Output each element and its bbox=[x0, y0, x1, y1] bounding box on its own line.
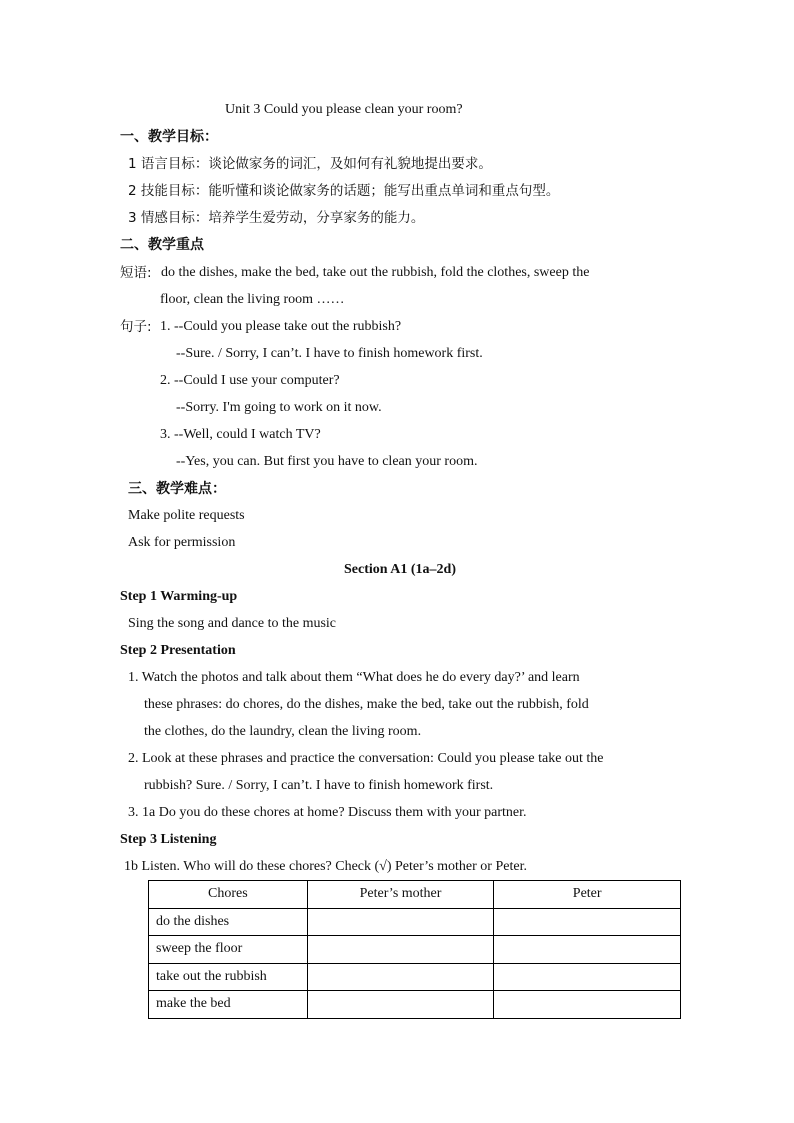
table-header-row bbox=[149, 881, 681, 909]
step2-line-5: rubbish? Sure. / Sorry, I can’t. I have to finish homework first. bbox=[144, 778, 494, 793]
sentence-1-question: 1. --Could you please take out the rubbish? bbox=[160, 319, 402, 334]
step3-heading: Step 3 Listening bbox=[120, 832, 217, 847]
step2-line-4: 2. Look at these phrases and practice the conversation: Could you please take out the bbox=[128, 751, 604, 766]
objective-skill: 2 技能目标：能听懂和谈论做家务的话题；能写出重点单词和重点句型。 bbox=[128, 183, 560, 199]
sentence-3-question: 3. --Well, could I watch TV? bbox=[160, 427, 321, 442]
step2-line-3: the clothes, do the laundry, clean the living room. bbox=[144, 724, 422, 739]
chore-cell: do the dishes bbox=[149, 908, 308, 936]
table-row bbox=[149, 991, 681, 1019]
check-cell-mother[interactable] bbox=[307, 908, 494, 936]
objective-emotion: 3 情感目标：培养学生爱劳动，分享家务的能力。 bbox=[128, 210, 425, 226]
phrases-line-1: do the dishes, make the bed, take out the rubbish, fold the clothes, sweep the bbox=[161, 265, 590, 280]
chore-cell: take out the rubbish bbox=[149, 963, 308, 991]
section-heading-objectives: 一、教学目标： bbox=[120, 129, 218, 145]
table-row bbox=[149, 936, 681, 964]
header-peter: Peter bbox=[494, 881, 681, 909]
step1-heading: Step 1 Warming-up bbox=[120, 589, 238, 604]
chores-table bbox=[148, 880, 681, 1019]
step1-text: Sing the song and dance to the music bbox=[128, 616, 337, 631]
chore-cell: sweep the floor bbox=[149, 936, 308, 964]
sentence-2-answer: --Sorry. I'm going to work on it now. bbox=[176, 400, 382, 415]
check-cell-peter[interactable] bbox=[494, 991, 681, 1019]
sentence-2-question: 2. --Could I use your computer? bbox=[160, 373, 340, 388]
check-cell-peter[interactable] bbox=[494, 936, 681, 964]
step2-line-1: 1. Watch the photos and talk about them “What does he do every day?’ and learn bbox=[128, 670, 580, 685]
check-cell-peter[interactable] bbox=[494, 908, 681, 936]
sentence-3-answer: --Yes, you can. But first you have to clean your room. bbox=[176, 454, 478, 469]
step2-heading: Step 2 Presentation bbox=[120, 643, 236, 658]
section-heading-key-points: 二、教学重点 bbox=[120, 237, 204, 253]
sentences-label: 句子: bbox=[120, 319, 152, 335]
check-cell-mother[interactable] bbox=[307, 991, 494, 1019]
phrases-label: 短语: bbox=[120, 265, 152, 281]
phrases-line-2: floor, clean the living room …… bbox=[160, 292, 345, 307]
objective-language: 1 语言目标：谈论做家务的词汇，及如何有礼貌地提出要求。 bbox=[128, 156, 492, 172]
document-title: Unit 3 Could you please clean your room? bbox=[225, 102, 463, 117]
check-cell-peter[interactable] bbox=[494, 963, 681, 991]
header-chores: Chores bbox=[149, 881, 308, 909]
check-cell-mother[interactable] bbox=[307, 936, 494, 964]
step3-instruction: 1b Listen. Who will do these chores? Check (√) Peter’s mother or Peter. bbox=[124, 859, 527, 874]
sentence-1-answer: --Sure. / Sorry, I can’t. I have to finish homework first. bbox=[176, 346, 483, 361]
difficulty-2: Ask for permission bbox=[128, 535, 236, 550]
table-row bbox=[149, 963, 681, 991]
step2-line-6: 3. 1a Do you do these chores at home? Discuss them with your partner. bbox=[128, 805, 527, 820]
table-row bbox=[149, 908, 681, 936]
section-heading-difficulties: 三、教学难点： bbox=[128, 481, 226, 497]
section-title: Section A1 (1a–2d) bbox=[344, 562, 456, 577]
difficulty-1: Make polite requests bbox=[128, 508, 245, 523]
header-peters-mother: Peter’s mother bbox=[307, 881, 494, 909]
check-cell-mother[interactable] bbox=[307, 963, 494, 991]
step2-line-2: these phrases: do chores, do the dishes, make the bed, take out the rubbish, fold bbox=[144, 697, 589, 712]
chore-cell: make the bed bbox=[149, 991, 308, 1019]
